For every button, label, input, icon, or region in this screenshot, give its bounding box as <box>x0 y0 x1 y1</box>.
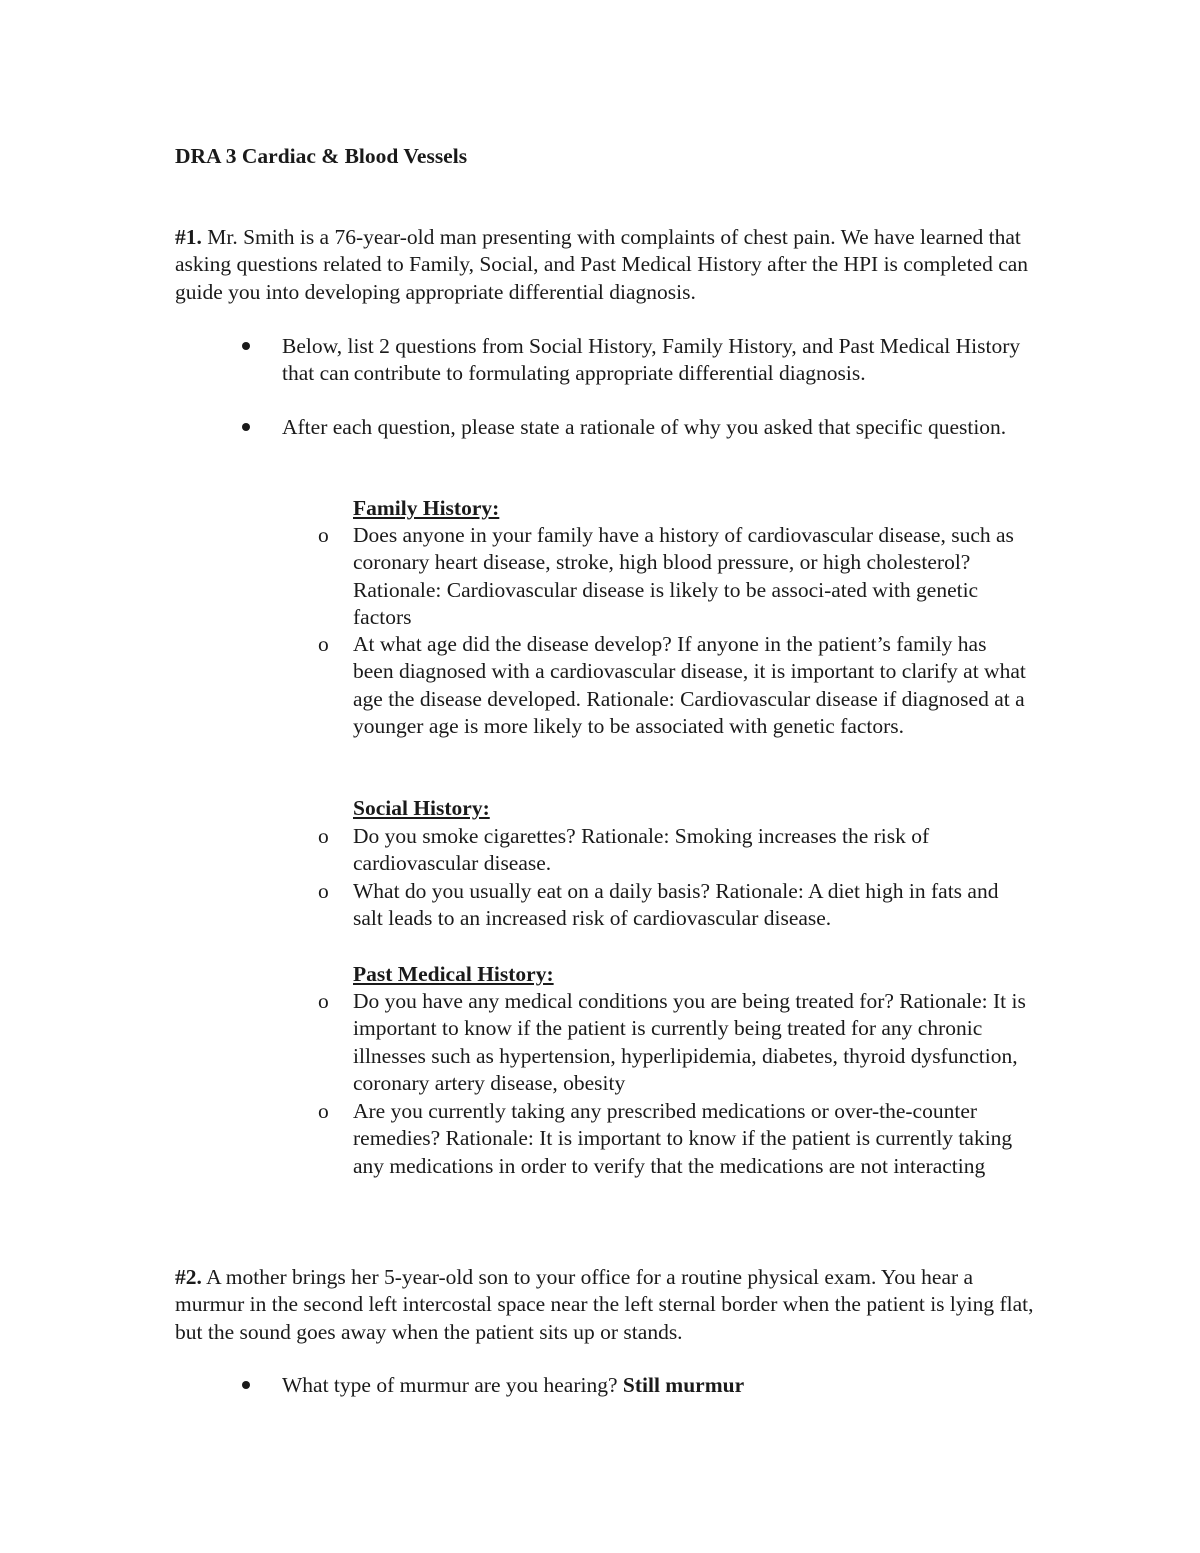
sub-bullet-marker: o <box>318 523 329 547</box>
bullet-icon <box>242 1381 250 1389</box>
social-history-item-text: Do you smoke cigarettes? Rationale: Smoking increases the risk of cardiovascular disease. <box>353 824 930 876</box>
social-history-heading: Social History: <box>353 796 490 820</box>
family-history-heading: Family History: <box>353 496 500 520</box>
past-medical-history-item-text: Do you have any medical conditions you are being treated for? Rationale: It is important to know if the patient is currently being treated for any chronic illnesses such as hypertension, hyperlipidemia, diabetes, thyroid dysfunction, coronary artery disease, obesity <box>353 989 1026 1095</box>
past-medical-history-heading: Past Medical History: <box>353 962 554 986</box>
question-2-paragraph <box>175 1264 1035 1346</box>
sub-bullet-marker: o <box>318 879 329 903</box>
social-history-item-text: What do you usually eat on a daily basis? Rationale: A diet high in fats and salt leads to an increased risk of cardiovascular disease. <box>353 879 999 931</box>
bullet-icon <box>242 423 250 431</box>
family-history-item-text: Does anyone in your family have a history of cardiovascular disease, such as coronary heart disease, stroke, high blood pressure, or high cholesterol? Rationale: Cardiovascular disease is likely to be associ-ated with genetic factors <box>353 523 1014 629</box>
question-2-bullet-question: What type of murmur are you hearing? <box>282 1373 623 1397</box>
sub-bullet-marker: o <box>318 824 329 848</box>
question-1-number: #1. <box>175 225 202 249</box>
sub-bullet-marker: o <box>318 989 329 1013</box>
bullet-text: After each question, please state a rationale of why you asked that specific question. <box>282 415 1007 439</box>
question-2-text: A mother brings her 5-year-old son to your office for a routine physical exam. You hear a murmur in the second left intercostal space near the left sternal border when the patient is lying flat, but the sound goes away when the patient sits up or stands. <box>175 1265 1034 1344</box>
question-2-number: #2. <box>175 1265 202 1289</box>
bullet-text: Below, list 2 questions from Social History, Family History, and Past Medical History that can contribute to formulating appropriate differential diagnosis. <box>282 334 1021 386</box>
past-medical-history-item-text: Are you currently taking any prescribed medications or over-the-counter remedies? Rationale: It is important to know if the patient is currently taking any medications in order to verify that the medications are not interacting <box>353 1099 1013 1178</box>
bullet-icon <box>242 342 250 350</box>
question-2-answer: Still murmur <box>622 1373 745 1397</box>
question-2-bullet-text <box>282 1372 1032 1399</box>
question-1-paragraph <box>175 224 1035 306</box>
family-history-item-text: At what age did the disease develop? If anyone in the patient’s family has been diagnosed with a cardiovascular disease, it is important to clarify at what age the disease developed. Rationale: Cardiovascular disease if diagnosed at a younger age is more likely to be associated with genetic factors. <box>353 632 1026 738</box>
document-title: DRA 3 Cardiac & Blood Vessels <box>175 144 468 168</box>
sub-bullet-marker: o <box>318 632 329 656</box>
sub-bullet-marker: o <box>318 1099 329 1123</box>
question-1-text: Mr. Smith is a 76-year-old man presenting with complaints of chest pain. We have learned that asking questions related to Family, Social, and Past Medical History after the HPI is completed can guide you into developing appropriate differential diagnosis. <box>175 225 1029 304</box>
